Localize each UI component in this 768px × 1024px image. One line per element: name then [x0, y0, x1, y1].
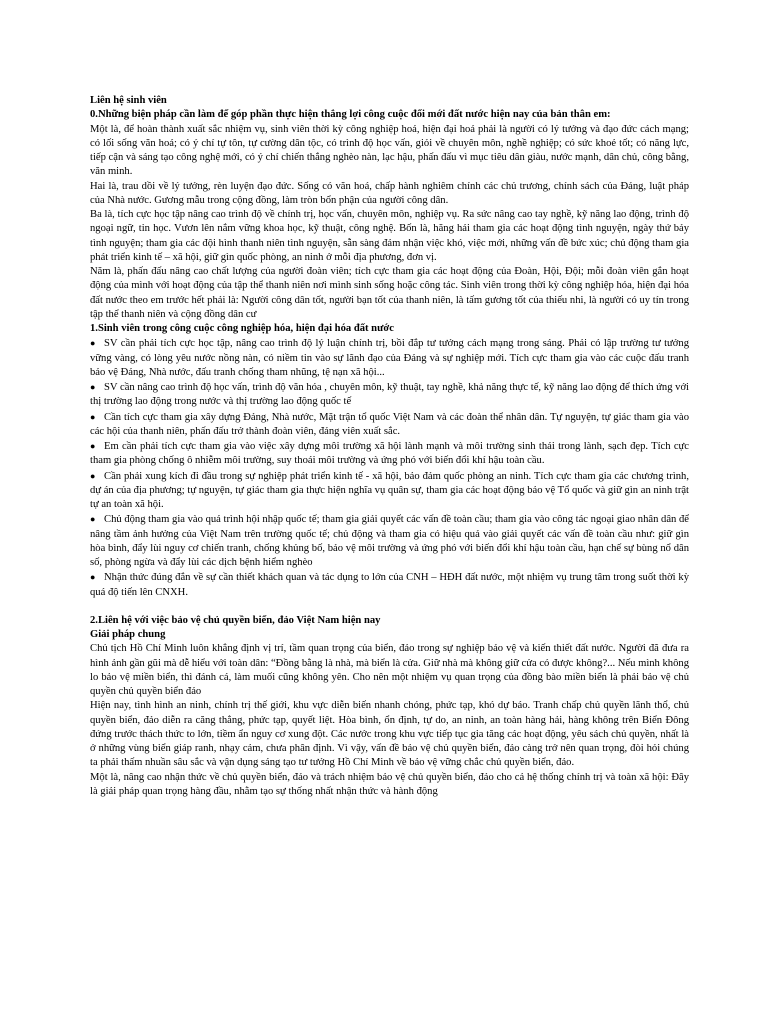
bullet-icon: ● [90, 514, 96, 525]
bullet-text: SV cần phải tích cực học tập, nâng cao trình độ lý luận chính trị, bồi đắp tư tưởng cách mạng trong sáng. Phải có lập trường tư tưởng vững vàng, có lòng yêu nước nồng nàn, có niềm tin vào sự lãnh đạo của Đảng và sự nghiệp mới. Tích cực tham gia vào các cuộc đấu tranh bảo vệ Đảng, Nhà nước, đấu tranh chống tham nhũng, tệ nạn xã hội... [90, 338, 689, 378]
bullet-text: Cần phải xung kích đi đầu trong sự nghiệp phát triển kinh tế - xã hội, bảo đảm quốc phòng an ninh. Tích cực tham gia các chương trình, dự án của địa phương; tự nguyện, tự giác tham gia thực hiện nghĩa vụ quân sự, tham gia các hoạt động bảo vệ Tổ quốc và giữ gìn an ninh trật tự an toàn xã hội. [90, 470, 689, 510]
list-item [90, 512, 689, 570]
section-2-paragraph-2: Hiện nay, tình hình an ninh, chính trị thế giới, khu vực diễn biến nhanh chóng, phức tạp, khó dự báo. Tranh chấp chủ quyền lãnh thổ, chủ quyền biển, đảo diễn ra căng thẳng, phức tạp, quyết liệt. Hòa bình, ổn định, tự do, an ninh, an toàn hàng hải, hàng không trên Biển Đông đứng trước thách thức to lớn, tiềm ẩn nguy cơ xung đột. Các nước trong khu vực tiếp tục gia tăng các hoạt động, yêu sách chủ quyền, nhất là ở những vùng biển giáp ranh, nhạy cảm, chưa phân định. Vì vậy, vấn đề bảo vệ chủ quyền biển, đảo càng trở nên quan trọng, đòi hỏi chúng ta phải thấm nhuần sâu sắc và vận dụng sáng tạo tư tưởng Hồ Chí Minh về bảo vệ vững chắc chủ quyền biển, đảo. [90, 700, 689, 769]
list-item [90, 410, 689, 440]
section-spacer [90, 600, 689, 614]
document-heading: Liên hệ sinh viên [90, 95, 167, 106]
bullet-text: SV cần nâng cao trình độ học vấn, trình độ văn hóa , chuyên môn, kỹ thuật, tay nghề, khả năng thực tế, kỹ năng lao động để thích ứng với thị trường lao động trong nước và thị trường lao động quốc tế [90, 382, 689, 408]
list-item [90, 469, 689, 513]
section-2-paragraph-1: Chủ tịch Hồ Chí Minh luôn khẳng định vị trí, tầm quan trọng của biển, đảo trong sự nghiệp bảo vệ và kiến thiết đất nước. Người đã đưa ra hình ảnh gần gũi mà dễ hiểu với toàn dân: “Đồng bằng là nhà, mà biển là cửa. Giữ nhà mà không giữ cửa có được không?... Nếu mình không lo bảo vệ miền biển, thì đánh cá, làm muối cũng không yên. Cho nên một nhiệm vụ quan trọng của đồng bào miền biển là phải bảo vệ chủ quyền chủ quyền biển đảo [90, 643, 689, 697]
bullet-icon: ● [90, 338, 96, 349]
section-0-paragraph-2: Hai là, trau dồi về lý tưởng, rèn luyện đạo đức. Sống có văn hoá, chấp hành nghiêm chính các chủ trương, chính sách của Đảng, luật pháp của Nhà nước. Gương mẫu trong cộng đồng, làm tròn bổn phận của người công dân. [90, 180, 689, 206]
section-0-paragraph-3: Ba là, tích cực học tập nâng cao trình độ về chính trị, học vấn, chuyên môn, nghiệp vụ. Ra sức nâng cao tay nghề, kỹ năng lao động, trình độ ngoại ngữ, tin học. Vươn lên nắm vững khoa học, kỹ thuật, công nghệ. Bốn là, hăng hái tham gia các hoạt động tình nguyện, ngày thứ bảy tình nguyện; tham gia các đội hình thanh niên tình nguyện, sẵn sàng đảm nhận việc khó, việc mới, những vấn đề bức xúc; chủ động tham gia phát triển kinh tế – xã hội, giữ gìn quốc phòng, an ninh ở mỗi địa phương, đơn vị. [90, 209, 689, 263]
bullet-icon: ● [90, 411, 96, 422]
section-2-title: 2.Liên hệ với việc bảo vệ chủ quyền biển, đảo Việt Nam hiện nay [90, 614, 381, 626]
bullet-icon: ● [90, 572, 96, 583]
list-item [90, 380, 689, 410]
list-item [90, 570, 689, 600]
section-2-paragraph-3: Một là, nâng cao nhận thức về chủ quyền biển, đảo và trách nhiệm bảo vệ chủ quyền biển, đảo cho cả hệ thống chính trị và toàn xã hội: Đây là giải pháp quan trọng hàng đầu, nhằm tạo sự thống nhất nhận thức và hành động [90, 771, 689, 797]
section-2-subtitle: Giải pháp chung [90, 629, 166, 640]
section-0-title: 0.Những biện pháp cần làm để góp phần thực hiện thắng lợi công cuộc đổi mới đất nước hiện nay của bản thân em: [90, 109, 611, 121]
section-0-paragraph-4: Năm là, phấn đấu nâng cao chất lượng của người đoàn viên; tích cực tham gia các hoạt động của Đoàn, Hội, Đội; mỗi đoàn viên gắn hoạt động của mình với hoạt động của tập thể thanh niên nơi mình sinh sống hoặc công tác. Sinh viên trong thời kỳ công nghiệp hóa, hiện đại hóa đất nước theo em trước hết phải là: Người công dân tốt, người bạn tốt của thanh niên, là tấm gương tốt của thiếu nhi, là người có uy tín trong tập thể thanh niên và cộng đồng dân cư [90, 266, 689, 320]
bullet-icon: ● [90, 470, 96, 481]
bullet-text: Cần tích cực tham gia xây dựng Đảng, Nhà nước, Mặt trận tổ quốc Việt Nam và các đoàn thể nhân dân. Tự nguyện, tự giác tham gia vào các hội của thanh niên, phấn đấu trở thành đoàn viên, đảng viên xuất sắc. [90, 411, 689, 437]
bullet-text: Nhận thức đúng đắn về sự cần thiết khách quan và tác dụng to lớn của CNH – HĐH đất nước, một nhiệm vụ trung tâm trong suốt thời kỳ quá độ tiến lên CNXH. [90, 572, 689, 598]
bullet-text: Em cần phải tích cực tham gia vào việc xây dựng môi trường xã hội lành mạnh và môi trường sinh thái trong lành, sạch đẹp. Tích cực tham gia phòng chống ô nhiễm môi trường, suy thoái môi trường và ứng phó với biến đổi khí hậu toàn cầu. [90, 441, 689, 467]
section-1-title: 1.Sinh viên trong công cuộc công nghiệp hóa, hiện đại hóa đất nước [90, 323, 395, 334]
section-0-paragraph-1: Một là, để hoàn thành xuất sắc nhiệm vụ, sinh viên thời kỳ công nghiệp hoá, hiện đại hoá phải là người có lý tưởng và đạo đức cách mạng; có lối sống văn hoá; có ý chí tự tôn, tự cường dân tộc, có trình độ học vấn, giỏi về chuyên môn, nghề nghiệp; có sức khoẻ tốt; có năng lực, tiếp cận và sáng tạo công nghệ mới, có ý chí chiến thắng nghèo nàn, lạc hậu, phấn đấu vì mục tiêu dân giàu, nước mạnh, dân chủ, công bằng, văn minh. [90, 123, 689, 178]
bullet-text: Chủ động tham gia vào quá trình hội nhập quốc tế; tham gia giải quyết các vấn đề toàn cầu; tham gia vào công tác ngoại giao nhân dân để nâng tầm ảnh hưởng của Việt Nam trên trường quốc tế; chủ động và tham gia có hiệu quả vào giải quyết các vấn đề toàn cầu như: giữ gìn hòa bình, đẩy lùi nguy cơ chiến tranh, chống khủng bố, bảo vệ môi trường và ứng phó với biến đổi khí hậu toàn cầu, hạn chế sự bùng nổ dân số, phòng ngừa và đẩy lùi các dịch bệnh hiểm nghèo [90, 514, 689, 568]
bullet-icon: ● [90, 441, 96, 451]
list-item [90, 336, 689, 380]
document-page [90, 94, 689, 799]
bullet-icon: ● [90, 382, 96, 392]
section-1-bullet-list [90, 336, 689, 600]
list-item [90, 439, 689, 469]
